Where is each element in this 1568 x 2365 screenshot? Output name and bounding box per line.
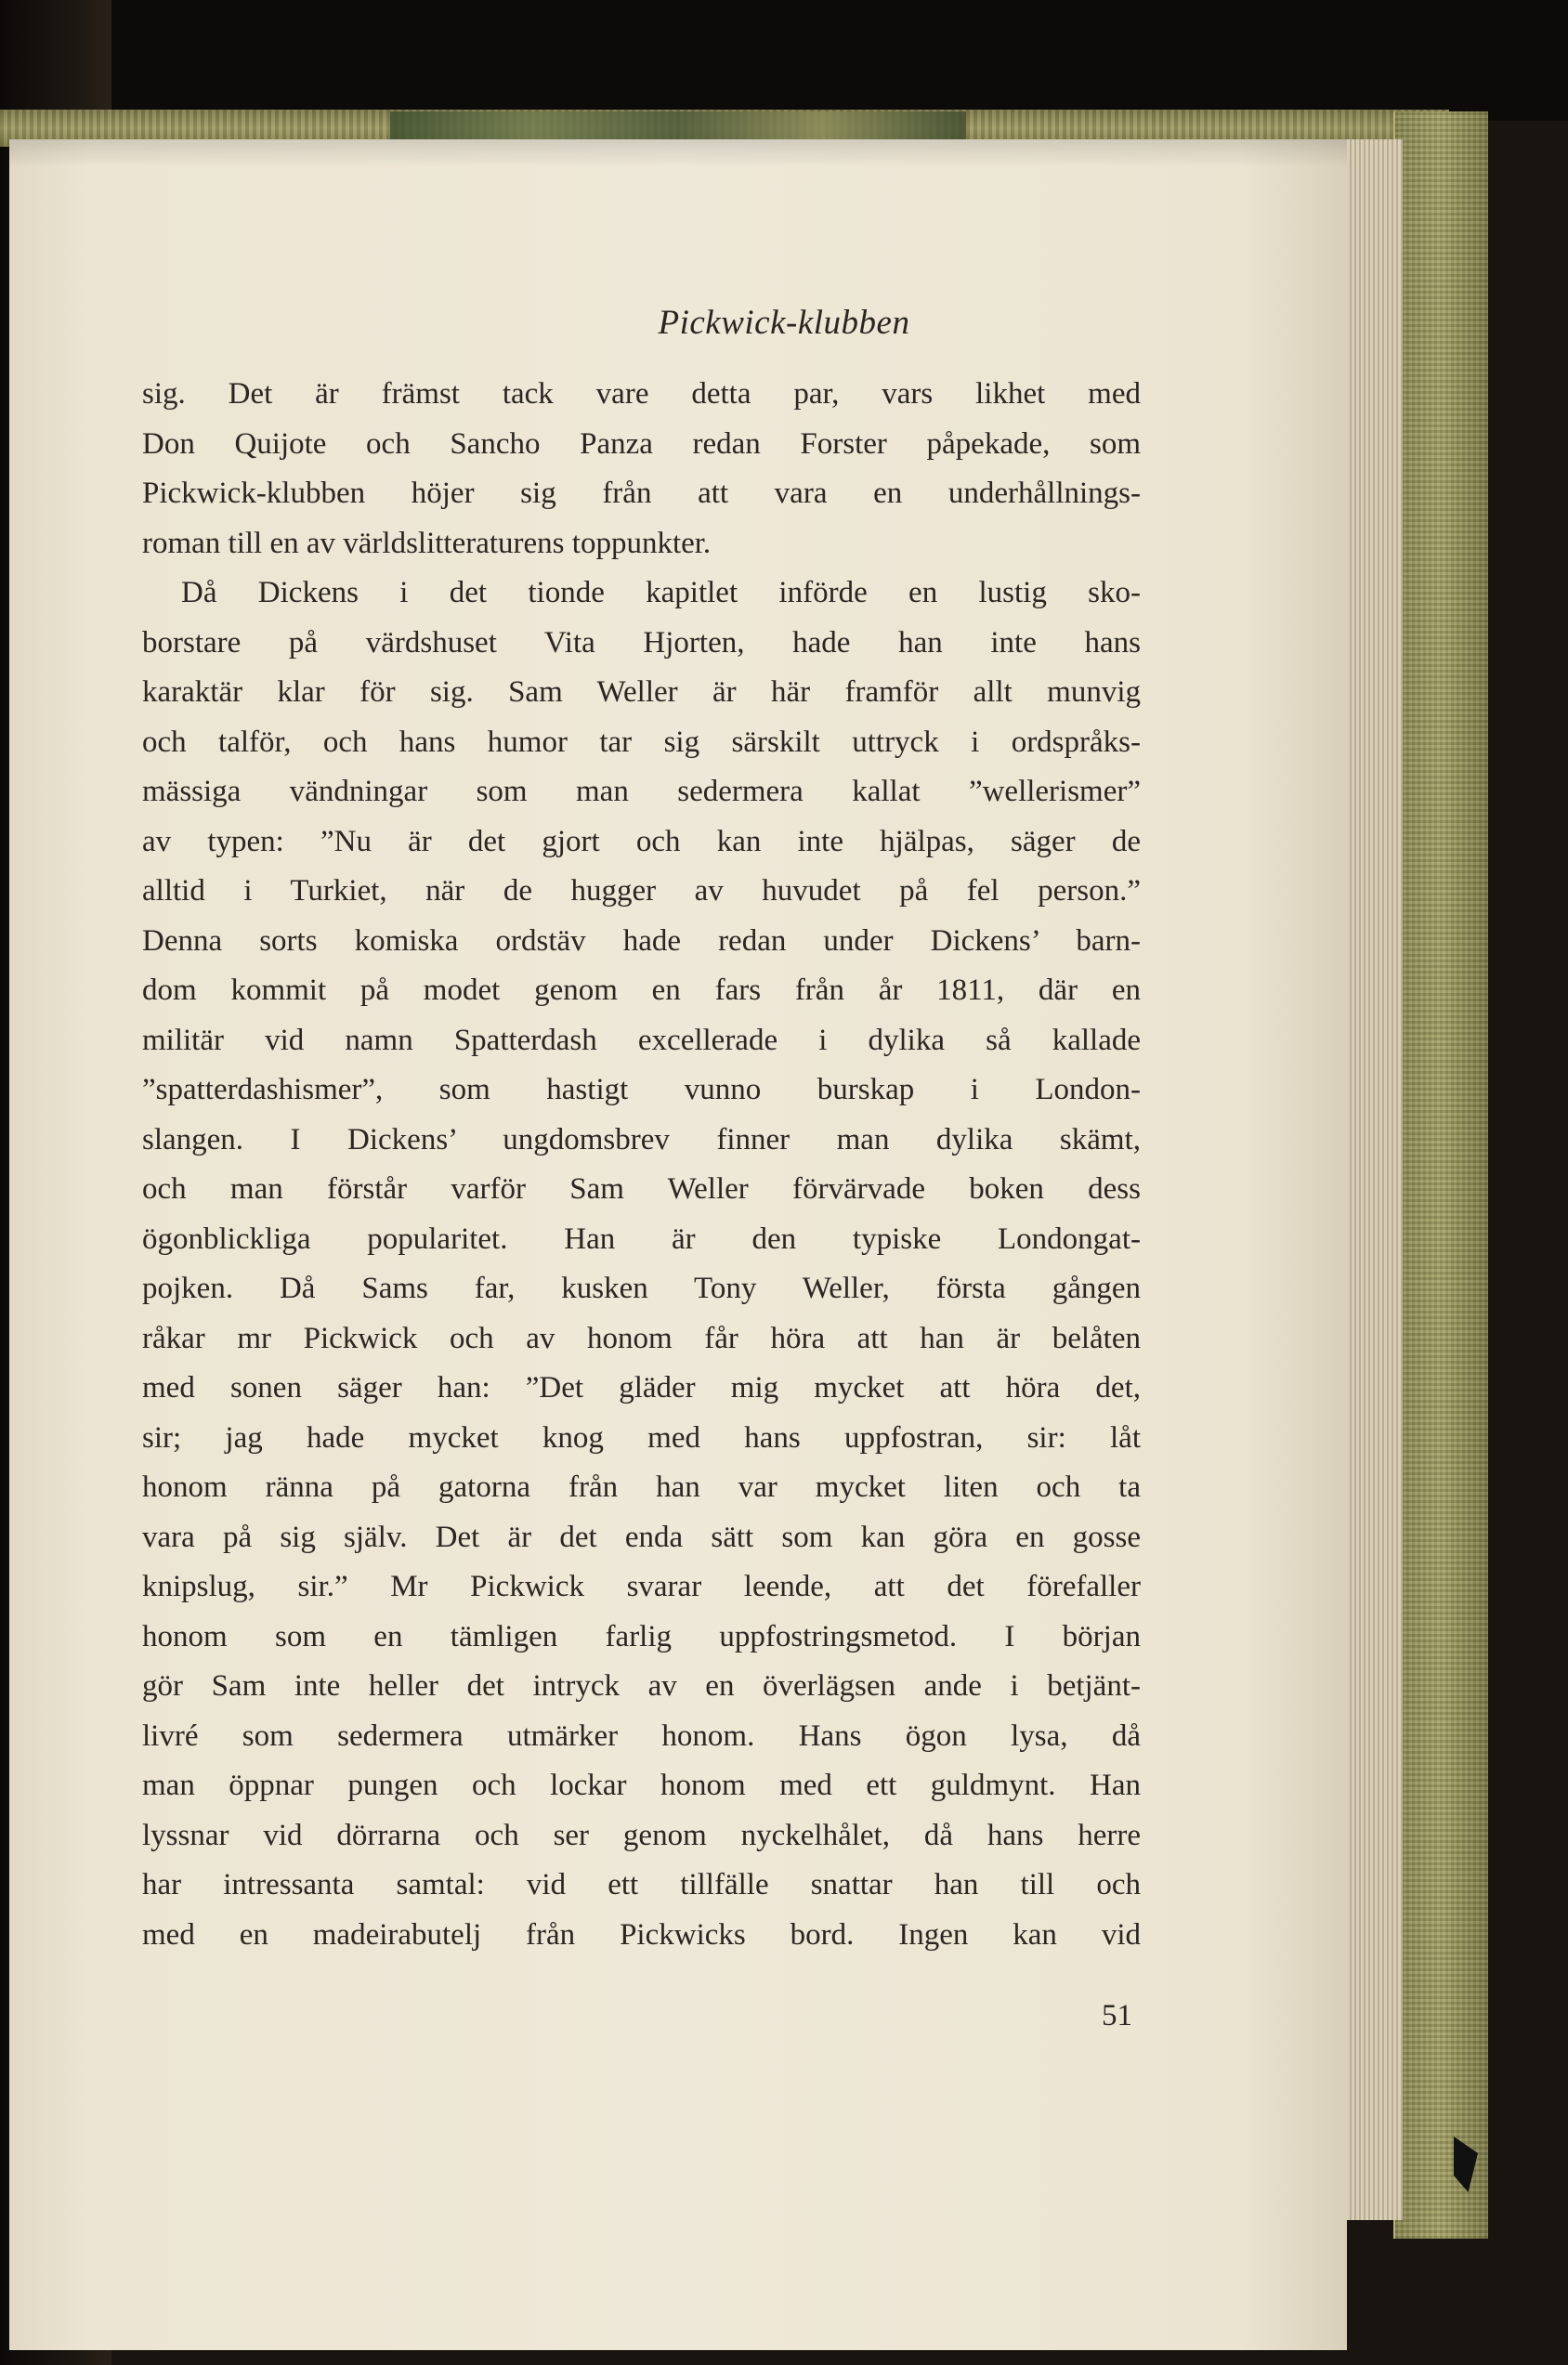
text-line: slangen. I Dickens’ ungdomsbrev finner man dylika skämt, — [142, 1122, 1141, 1156]
text-line: mässiga vändningar som man sedermera kallat ”wellerismer” — [142, 775, 1141, 808]
running-header: Pickwick-klubben — [658, 304, 910, 342]
page-number: 51 — [1102, 1999, 1132, 2032]
text-line: med en madeirabutelj från Pickwicks bord. Ingen kan vid — [142, 1917, 1141, 1952]
text-line: vara på sig själv. Det är det enda sätt som kan göra en gosse — [142, 1520, 1141, 1554]
text-line: lyssnar vid dörrarna och ser genom nyckelhålet, då hans herre — [142, 1818, 1141, 1852]
text-line: Pickwick-klubben höjer sig från att vara en underhållnings- — [142, 477, 1141, 510]
text-line: sig. Det är främst tack vare detta par, vars likhet med — [142, 377, 1141, 411]
text-line: Då Dickens i det tionde kapitlet införde en lustig sko- — [181, 576, 1141, 609]
text-line: karaktär klar för sig. Sam Weller är här framför allt munvig — [142, 675, 1141, 709]
text-line: roman till en av världslitteraturens toppunkter. — [142, 526, 712, 560]
page-stack-edges — [1338, 139, 1403, 2220]
text-line: dom kommit på modet genom en fars från år 1811, där en — [142, 973, 1141, 1007]
text-line: borstare på värdshuset Vita Hjorten, hade han inte hans — [142, 625, 1141, 660]
text-line: alltid i Turkiet, när de hugger av huvudet på fel person.” — [142, 874, 1141, 908]
text-line: Denna sorts komiska ordstäv hade redan under Dickens’ barn- — [142, 923, 1141, 958]
text-line: honom som en tämligen farlig uppfostringsmetod. I början — [142, 1619, 1141, 1653]
text-line: Don Quijote och Sancho Panza redan Forster påpekade, som — [142, 426, 1141, 461]
text-line: pojken. Då Sams far, kusken Tony Weller, första gången — [142, 1272, 1141, 1305]
text-line: livré som sedermera utmärker honom. Hans ögon lysa, då — [142, 1718, 1141, 1753]
text-line: av typen: ”Nu är det gjort och kan inte hjälpas, säger de — [142, 824, 1141, 858]
text-line: har intressanta samtal: vid ett tillfälle snattar han till och — [142, 1868, 1141, 1901]
page-top-shadow — [9, 139, 1347, 167]
text-line: gör Sam inte heller det intryck av en överlägsen ande i betjänt- — [142, 1669, 1141, 1703]
text-line: knipslug, sir.” Mr Pickwick svarar leende, att det förefaller — [142, 1570, 1141, 1603]
top-shadow — [0, 0, 1568, 121]
text-line: ögonblickliga popularitet. Han är den typiske Londongat- — [142, 1222, 1141, 1256]
text-line: med sonen säger han: ”Det gläder mig mycket att höra det, — [142, 1371, 1141, 1405]
text-line: råkar mr Pickwick och av honom får höra att han är belåten — [142, 1321, 1141, 1355]
text-line: sir; jag hade mycket knog med hans uppfostran, sir: låt — [142, 1420, 1141, 1455]
text-line: ”spatterdashismer”, som hastigt vunno burskap i London- — [142, 1073, 1141, 1106]
text-line: och man förstår varför Sam Weller förvärvade boken dess — [142, 1172, 1141, 1206]
text-line: och talför, och hans humor tar sig särskilt uttryck i ordspråks- — [142, 725, 1141, 759]
body-text — [142, 370, 1141, 1960]
book-cover-edge — [1393, 111, 1488, 2239]
text-line: honom ränna på gatorna från han var mycket liten och ta — [142, 1470, 1141, 1504]
text-line: man öppnar pungen och lockar honom med ett guldmynt. Han — [142, 1769, 1141, 1802]
text-line: militär vid namn Spatterdash excellerade i dylika så kallade — [142, 1023, 1141, 1057]
